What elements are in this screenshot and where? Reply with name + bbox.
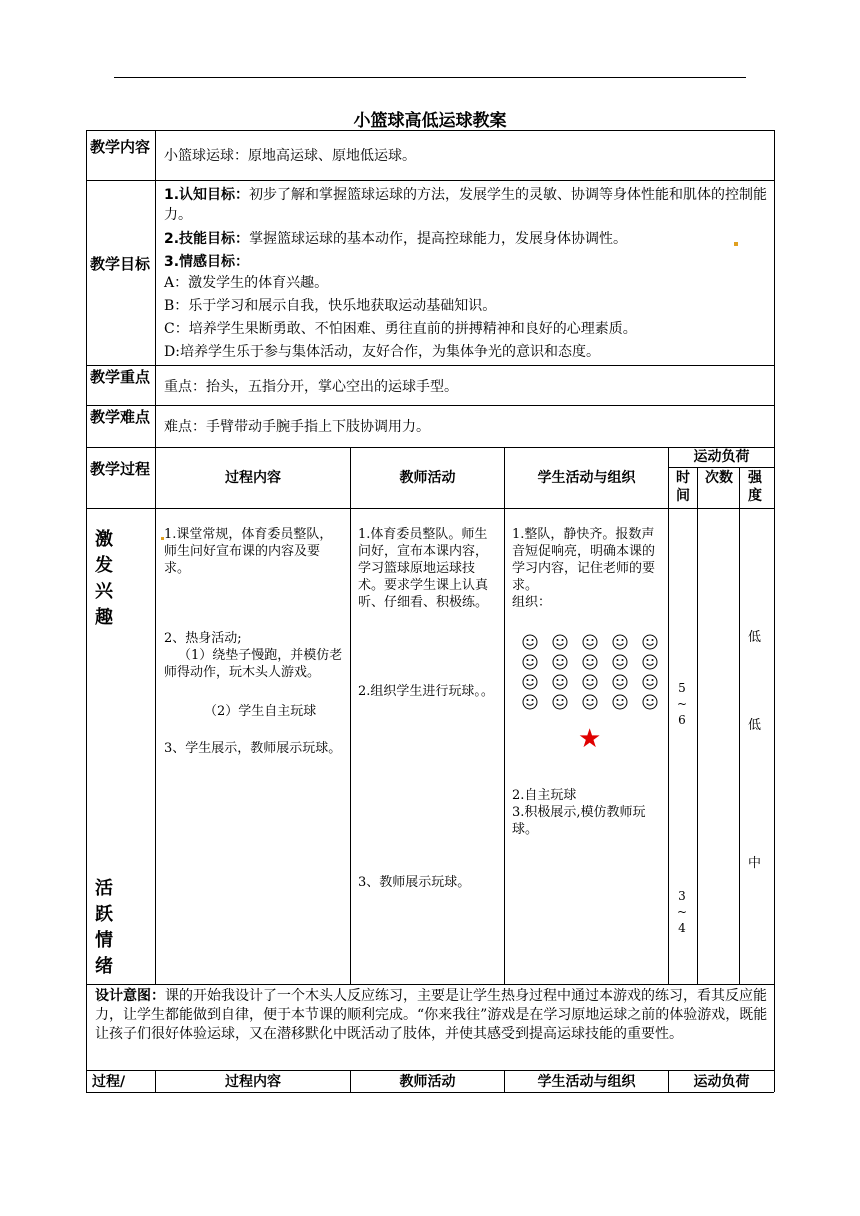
time-value-1: 5~6 <box>676 681 688 727</box>
goal-skill-text: 掌握篮球运球的基本动作，提高控球能力，发展身体协调性。 <box>249 231 628 247</box>
goal-affect-b: B：乐于学习和展示自我，快乐地获取运动基础知识。 <box>164 298 497 314</box>
student-smiley-icon <box>552 634 568 650</box>
col-intensity-header: 强度 <box>748 470 762 504</box>
mark-dot <box>161 537 164 540</box>
teacher-star-icon: ★ <box>578 724 602 754</box>
design-intent <box>95 987 769 1044</box>
content-item-2: 2、热身活动; <box>164 631 242 646</box>
col-load-header: 运动负荷 <box>693 449 750 465</box>
footer-col-load: 运动负荷 <box>693 1074 750 1090</box>
col-count-header: 次数 <box>705 470 733 486</box>
stage-label-top: 激发兴趣 <box>95 529 113 628</box>
difficulty-label: 教学难点 <box>90 408 151 426</box>
design-intent-text: 课的开始我设计了一个木头人反应练习，主要是让学生热身过程中通过本游戏的练习，看其反应能力，让学生都能做到自律，便于本节课的顺利完成。“你来我往”游戏是在学习原地运球之前的体验游戏，既能让孩子们很好体验运球，又在潜移默化中既活动了肢体，并使其感受到提高运球技能的重要性。 <box>95 988 768 1042</box>
student-smiley-icon <box>522 674 538 690</box>
student-org-label: 组织： <box>512 595 552 610</box>
goals-label: 教学目标 <box>90 255 151 273</box>
difficulty-text: 难点：手臂带动手腕手指上下肢协调用力。 <box>164 419 430 435</box>
student-smiley-icon <box>522 654 538 670</box>
footer-col-teacher: 教师活动 <box>399 1074 456 1090</box>
student-smiley-icon <box>582 674 598 690</box>
student-smiley-icon <box>552 694 568 710</box>
stage-label-bottom: 活跃情绪 <box>95 878 113 977</box>
top-rule <box>114 77 746 78</box>
content-text: 小篮球运球：原地高运球、原地低运球。 <box>164 148 416 164</box>
goals-block <box>164 185 768 362</box>
time-value-2: 3~4 <box>676 889 688 935</box>
goal-skill <box>164 229 768 249</box>
key-point-text: 重点：抬头，五指分开，掌心空出的运球手型。 <box>164 379 458 395</box>
col-teacher-header: 教师活动 <box>399 470 456 486</box>
student-smiley-icon <box>642 634 658 650</box>
student-item-1: 1.整队，静快齐。报数声音短促响亮，明确本课的学习内容，记住老师的要求。 <box>512 527 656 593</box>
student-smiley-icon <box>582 634 598 650</box>
student-smiley-icon <box>582 694 598 710</box>
footer-col-student: 学生活动与组织 <box>537 1074 636 1090</box>
process-label: 教学过程 <box>90 460 151 478</box>
content-item-2b: （2）学生自主玩球 <box>204 704 317 719</box>
goal-affect-a: A：激发学生的体育兴趣。 <box>164 275 329 291</box>
intensity-value-2: 低 <box>748 718 762 733</box>
content-item-2a: （1）绕垫子慢跑，并模仿老师得动作，玩木头人游戏。 <box>164 648 343 680</box>
student-item-2: 2.自主玩球 <box>512 788 577 803</box>
page-title: 小篮球高低运球教案 <box>353 111 507 131</box>
content-label: 教学内容 <box>90 138 151 156</box>
goal-cognitive-heading: 1.认知目标： <box>164 187 250 203</box>
student-smiley-icon <box>642 694 658 710</box>
student-smiley-icon <box>642 654 658 670</box>
content-item-1: 1.课堂常规，体育委员整队，师生问好宣布课的内容及要求。 <box>164 527 333 576</box>
goal-cognitive <box>164 185 768 225</box>
mark-dot <box>734 242 738 246</box>
teacher-item-3: 3、教师展示玩球。 <box>358 875 471 890</box>
goal-affect-d: D:培养学生乐于参与集体活动，友好合作，为集体争光的意识和态度。 <box>164 344 600 360</box>
goal-affect-heading: 3.情感目标： <box>164 254 250 270</box>
intensity-value-1: 低 <box>748 630 762 645</box>
student-item-3: 3.积极展示,模仿教师玩球。 <box>512 805 646 837</box>
student-smiley-icon <box>552 674 568 690</box>
student-smiley-icon <box>522 634 538 650</box>
student-smiley-icon <box>612 634 628 650</box>
col-content-header: 过程内容 <box>225 470 281 486</box>
goal-affect-c: C：培养学生果断勇敢、不怕困难、勇往直前的拼搏精神和良好的心理素质。 <box>164 321 637 337</box>
teacher-item-1: 1.体育委员整队。师生问好，宣布本课内容，学习篮球原地运球技术。要求学生课上认真听、仔细看、积极练。 <box>358 527 489 610</box>
teacher-item-2: 2.组织学生进行玩球。。 <box>358 684 494 699</box>
key-point-label: 教学重点 <box>90 368 151 386</box>
col-student-header: 学生活动与组织 <box>537 470 636 486</box>
footer-col-process: 过程/ <box>92 1074 126 1090</box>
student-smiley-icon <box>612 694 628 710</box>
footer-col-content: 过程内容 <box>225 1074 281 1090</box>
design-intent-heading: 设计意图： <box>95 988 165 1004</box>
student-smiley-icon <box>552 654 568 670</box>
student-smiley-icon <box>522 694 538 710</box>
student-smiley-icon <box>612 674 628 690</box>
student-smiley-icon <box>612 654 628 670</box>
intensity-value-3: 中 <box>748 856 762 871</box>
student-smiley-icon <box>642 674 658 690</box>
content-item-3: 3、学生展示，教师展示玩球。 <box>164 741 342 756</box>
student-smiley-icon <box>582 654 598 670</box>
col-time-header: 时间 <box>676 470 690 504</box>
goal-cognitive-text: 初步了解和掌握篮球运球的方法，发展学生的灵敏、协调等身体性能和肌体的控制能力。 <box>164 187 768 223</box>
goal-skill-heading: 2.技能目标： <box>164 231 250 247</box>
